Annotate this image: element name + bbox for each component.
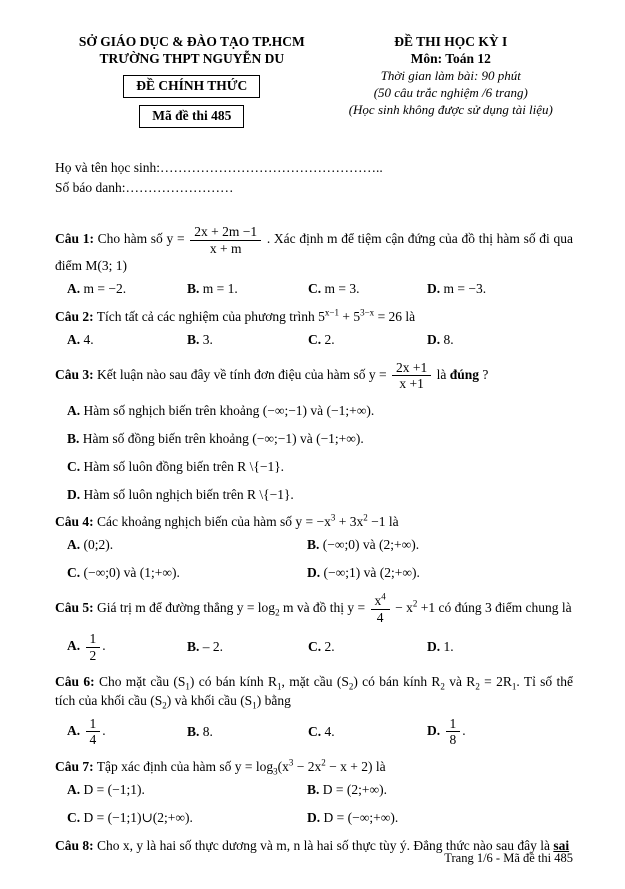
- question-2: [55, 308, 573, 350]
- option-a: A. m = −2.: [67, 281, 127, 297]
- question-1-label: Câu 1:: [55, 231, 94, 247]
- option-b: B. m = 1.: [187, 281, 238, 297]
- option-b: B. – 2.: [187, 638, 224, 654]
- exam-subject: Môn: Toán 12: [410, 50, 491, 66]
- option-d: D. 8.: [427, 331, 454, 347]
- option-c: C. (−∞;0) và (1;+∞).: [67, 565, 180, 581]
- question-8-text: Câu 8: Cho x, y là hai số thực dương và m, n là hai số thực tùy ý. Đẳng thức nào sau đây là sai: [55, 837, 570, 853]
- page-footer: Trang 1/6 - Mã đề thi 485: [444, 850, 573, 865]
- option-c: C. 4.: [308, 723, 335, 739]
- question-7-text: Câu 7: Tập xác định của hàm số $y = \log_3(x^3 - 2x^2 - x + 2)$ là: [55, 757, 386, 777]
- question-6: [55, 673, 573, 749]
- question-4-label: Câu 4:: [55, 514, 94, 530]
- exam-title: ĐỀ THI HỌC KỲ I: [394, 34, 508, 49]
- option-a: A. Hàm số nghịch biến trên khoảng (−∞;−1) và (−1;+∞).: [67, 402, 375, 418]
- student-name-line: Họ và tên học sinh:…………………………………………..: [55, 160, 383, 176]
- option-c: C. m = 3.: [308, 281, 360, 297]
- question-3-label: Câu 3:: [55, 366, 94, 382]
- student-info: [55, 158, 573, 197]
- exam-header: [55, 34, 573, 128]
- question-2-label: Câu 2:: [55, 309, 94, 325]
- school-name: TRƯỜNG THPT NGUYỄN DU: [99, 50, 285, 66]
- option-a: A. 4.: [67, 331, 94, 347]
- option-c: C. 2.: [308, 638, 335, 654]
- header-right-block: [329, 34, 573, 128]
- question-8-label: Câu 8:: [55, 837, 94, 853]
- option-d: D. 1.: [427, 638, 454, 654]
- question-3-text: Câu 3: Kết luận nào sau đây về tính đơn điệu của hàm số y = $\frac{2x +1}{x +1}$ là đúng ?: [55, 359, 489, 392]
- header-left-block: [55, 34, 329, 128]
- question-3: [55, 359, 573, 505]
- question-2-text: Câu 2: Tích tất cả các nghiệm của phương trình $5^{x-1} + 5^{3-x} = 26$ là: [55, 307, 416, 325]
- question-7-label: Câu 7:: [55, 758, 94, 774]
- option-c: C. Hàm số luôn đồng biến trên R \{−1}.: [67, 458, 285, 474]
- student-id-line: Số báo danh:……………………: [55, 179, 234, 195]
- question-1-text: Câu 1: Cho hàm số y = $\frac{2x + 2m -1}{x + m}$ . Xác định m để tiệm cận đứng của đồ thị hàm số đi qua điểm M(3; 1): [55, 224, 573, 274]
- question-1-options: [55, 280, 573, 299]
- exam-note: (Học sinh không được sử dụng tài liệu): [348, 101, 553, 117]
- question-6-text: Câu 6: Cho mặt cầu $(S_1)$ có bán kính $R_1$, mặt cầu $(S_2)$ có bán kính $R_2$ và $R_2 = 2R_1$. Tỉ số thể tích của khối cầu $(S_2)$ và khối cầu $(S_1)$ bằng: [55, 674, 573, 711]
- question-4-options: [55, 536, 573, 583]
- exam-duration: Thời gian làm bài: 90 phút: [380, 67, 521, 83]
- option-b: B. (−∞;0) và (2;+∞).: [307, 537, 420, 553]
- question-5-text: Câu 5: Giá trị m để đường thẳng $y = \log_2 m$ và đồ thị y = $\frac{x^4}{4}$ − $x^2 +1$ có đúng 3 điểm chung là: [55, 591, 572, 625]
- option-a: A. D = (−1;1).: [67, 781, 145, 797]
- exam-code-box: Mã đề thi 485: [139, 105, 244, 128]
- question-7: [55, 758, 573, 828]
- question-6-options: [55, 715, 573, 749]
- option-d: D. (−∞;1) và (2;+∞).: [307, 565, 420, 581]
- question-4-text: Câu 4: Các khoảng nghịch biến của hàm số $y = -x^3 + 3x^2 -1$ là: [55, 512, 399, 530]
- option-a: A. $\frac{1}{2}$ .: [67, 631, 106, 663]
- option-b: B. 8.: [187, 723, 213, 739]
- option-d: D. D = (−∞;+∞).: [307, 809, 399, 825]
- option-c: C. D = (−1;1)∪(2;+∞).: [67, 809, 193, 825]
- option-d: D. Hàm số luôn nghịch biến trên R \{−1}.: [67, 486, 294, 502]
- option-d: D. m = −3.: [427, 281, 487, 297]
- option-a: A. (0;2).: [67, 537, 114, 553]
- option-d: D. $\frac{1}{8}$ .: [427, 715, 466, 748]
- question-4: [55, 513, 573, 583]
- option-c: C. 2.: [308, 331, 335, 347]
- question-5-label: Câu 5:: [55, 600, 94, 616]
- option-b: B. Hàm số đồng biến trên khoảng (−∞;−1) và (−1;+∞).: [67, 430, 364, 446]
- question-5-options: [55, 630, 573, 664]
- questions-list: [55, 223, 573, 855]
- question-7-options: [55, 781, 573, 828]
- question-3-options: [55, 402, 573, 505]
- question-1: [55, 223, 573, 299]
- official-exam-box: ĐỀ CHÍNH THỨC: [123, 75, 260, 98]
- option-b: B. 3.: [187, 331, 213, 347]
- option-a: A. $\frac{1}{4}$ .: [67, 715, 106, 748]
- department-name: SỞ GIÁO DỤC & ĐÀO TẠO TP.HCM: [78, 34, 305, 49]
- question-5: [55, 592, 573, 664]
- question-6-label: Câu 6:: [55, 674, 95, 690]
- exam-format: (50 câu trắc nghiệm /6 trang): [373, 84, 528, 100]
- option-b: B. D = (2;+∞).: [307, 781, 387, 797]
- question-2-options: [55, 331, 573, 350]
